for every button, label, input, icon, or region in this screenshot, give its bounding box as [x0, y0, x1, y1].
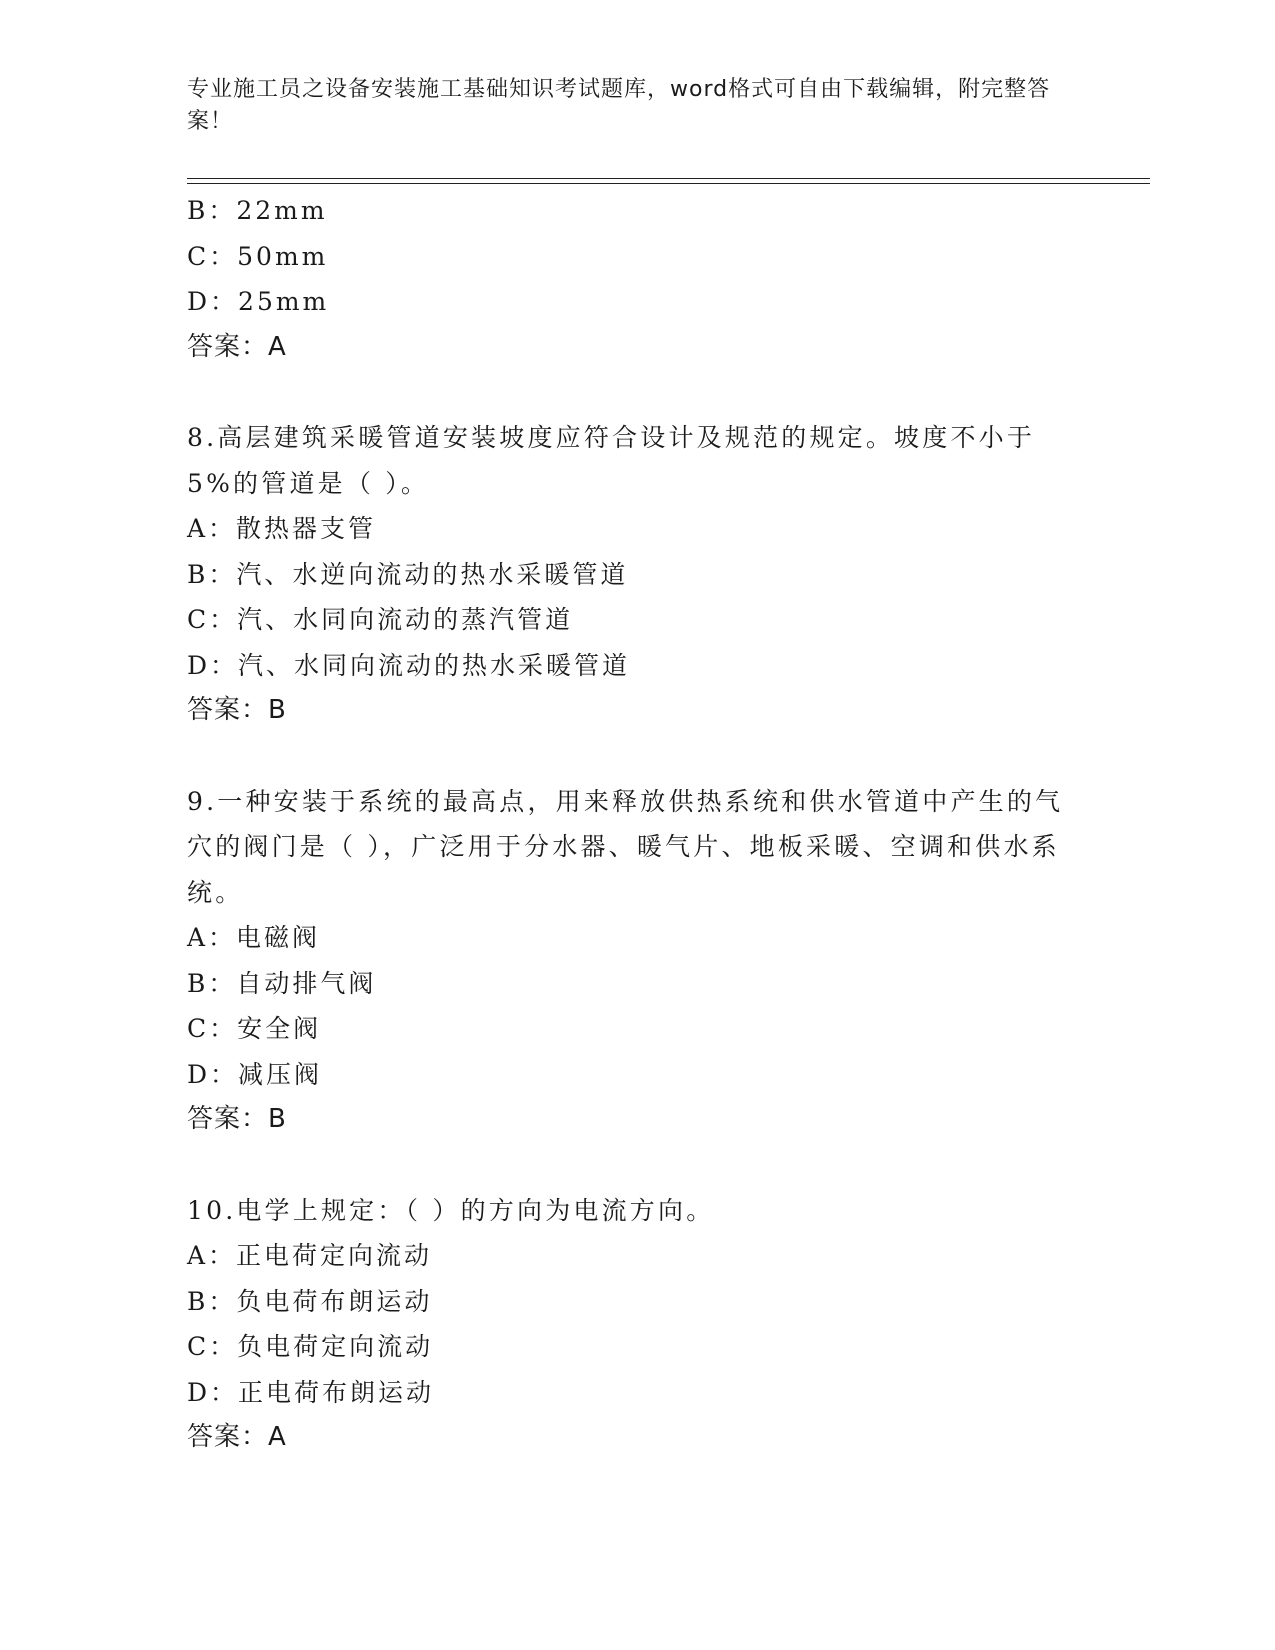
- question-stem: 8.高层建筑采暖管道安装坡度应符合设计及规范的规定。坡度不小于5%的管道是（ ）。: [187, 423, 1036, 498]
- question-9: [187, 779, 1087, 1143]
- spacer: [187, 370, 1087, 415]
- option-d: D：25mm: [187, 287, 330, 316]
- option-b: B：汽、水逆向流动的热水采暖管道: [187, 559, 629, 589]
- option-c: C：安全阀: [187, 1014, 322, 1043]
- spacer: [187, 734, 1087, 779]
- option-a: A：电磁阀: [187, 923, 321, 952]
- page-header: 专业施工员之设备安装施工基础知识考试题库，word格式可自由下载编辑，附完整答案！: [187, 77, 1051, 134]
- option-b: B：负电荷布朗运动: [187, 1286, 433, 1316]
- option-c: C：负电荷定向流动: [187, 1332, 434, 1361]
- option-a: A：正电荷定向流动: [187, 1241, 433, 1270]
- question-10: [187, 1188, 1087, 1461]
- answer-line: 答案：B: [187, 1104, 287, 1134]
- option-d: D：减压阀: [187, 1059, 323, 1089]
- option-d: D：汽、水同向流动的热水采暖管道: [187, 650, 631, 680]
- answer-line: 答案：B: [187, 695, 287, 725]
- option-a: A：散热器支管: [187, 514, 377, 543]
- option-c: C：50mm: [187, 241, 329, 271]
- option-c: C：汽、水同向流动的蒸汽管道: [187, 605, 574, 634]
- question-stem: 9.一种安装于系统的最高点，用来释放供热系统和供水管道中产生的气穴的阀门是（ ），广泛用于分水器、暖气片、地板采暖、空调和供水系统。: [187, 786, 1064, 907]
- spacer: [187, 1143, 1087, 1188]
- answer-line: 答案：A: [187, 1422, 287, 1452]
- answer-line: 答案：A: [187, 331, 287, 362]
- option-d: D：正电荷布朗运动: [187, 1377, 435, 1407]
- question-content: [187, 188, 1087, 1461]
- question-8: [187, 415, 1087, 734]
- option-b: B：自动排气阀: [187, 968, 377, 998]
- question-continuation: [187, 188, 1087, 370]
- header-divider-bottom: [187, 183, 1150, 184]
- option-b: B：22mm: [187, 196, 328, 225]
- question-stem: 10.电学上规定：（ ）的方向为电流方向。: [187, 1195, 715, 1225]
- header-divider-top: [187, 178, 1150, 179]
